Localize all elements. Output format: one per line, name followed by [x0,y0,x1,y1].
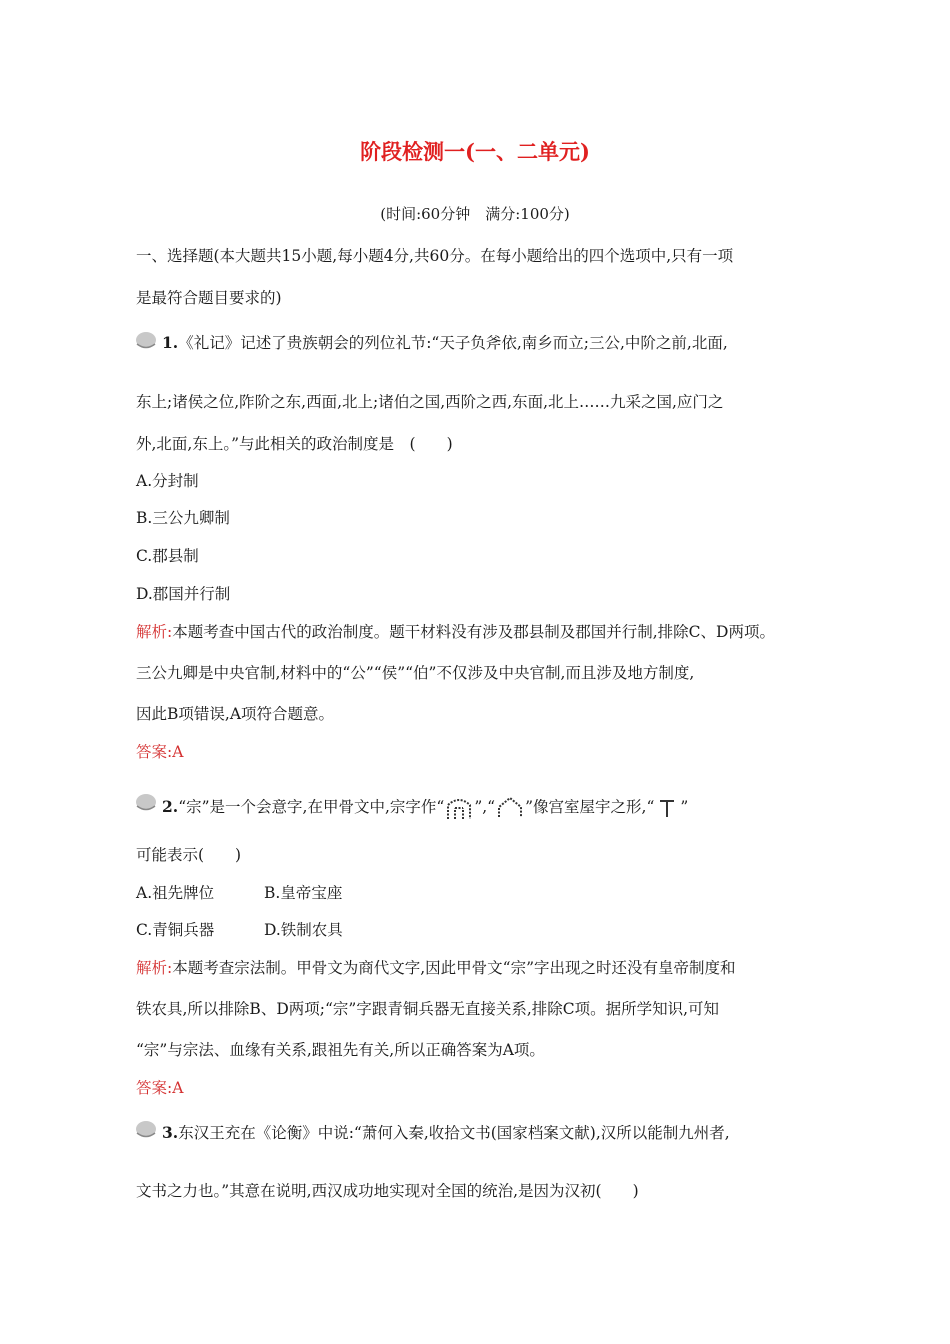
question-1-answer: 答案:A [136,743,184,761]
question-2-analysis-line1 [136,958,736,978]
question-3-text: 东汉王充在《论衡》中说:“萧何入秦,收拾文书(国家档案文献),汉所以能制九州者, [178,1124,730,1142]
question-2-option-d: D.铁制农具 [264,921,343,939]
question-1-line2: 东上;诸侯之位,阼阶之东,西面,北上;诸伯之国,西阶之西,东面,北上……九采之国,应门之 [136,393,724,411]
question-bullet-icon [134,331,158,351]
question-1-analysis-line1 [136,622,775,642]
question-2-analysis-line2: 铁农具,所以排除B、D两项;“宗”字跟青铜兵器无直接关系,排除C项。据所学知识,可知 [136,1000,720,1018]
question-2-text-b: ”,“ [474,798,496,816]
analysis-text: 本题考查宗法制。甲骨文为商代文字,因此甲骨文“宗”字出现之时还没有皇帝制度和 [172,959,736,977]
question-3-line2: 文书之力也。”其意在说明,西汉成功地实现对全国的统治,是因为汉初( ) [136,1182,639,1200]
question-2-option-b: B.皇帝宝座 [264,884,343,902]
question-2-analysis-line3: “宗”与宗法、血缘有关系,跟祖先有关,所以正确答案为A项。 [136,1041,545,1059]
oracle-zong-character-icon [444,795,474,821]
question-2-option-c: C.青铜兵器 [136,921,215,939]
question-1-option-c: C.郡县制 [136,547,199,565]
question-1-number: 1. [162,333,179,352]
question-1-line1 [162,333,728,353]
question-2-line2: 可能表示( ) [136,846,242,864]
question-2-number: 2. [162,797,179,816]
section-instruction-line2: 是最符合题目要求的) [136,289,282,307]
analysis-label: 解析: [136,959,173,977]
question-3-line1 [162,1123,730,1143]
question-2-option-a: A.祖先牌位 [136,884,215,902]
oracle-tablet-icon [654,795,680,821]
question-2-text-c: ”像宫室屋宇之形,“ [525,798,655,816]
analysis-label: 解析: [136,623,173,641]
question-2-line1 [162,795,688,821]
oracle-roof-icon [495,795,525,821]
question-2-text-a: “宗”是一个会意字,在甲骨文中,宗字作“ [178,798,445,816]
question-1-analysis-line3: 因此B项错误,A项符合题意。 [136,705,335,723]
question-bullet-icon [134,1120,158,1140]
exam-info: (时间:60分钟 满分:100分) [380,205,570,223]
question-1-text: 《礼记》记述了贵族朝会的列位礼节:“天子负斧依,南乡而立;三公,中阶之前,北面, [178,334,728,352]
section-instruction-line1: 一、选择题(本大题共15小题,每小题4分,共60分。在每小题给出的四个选项中,只有一项 [136,247,734,265]
question-1-option-a: A.分封制 [136,472,199,490]
analysis-text: 本题考查中国古代的政治制度。题干材料没有涉及郡县制及郡国并行制,排除C、D两项。 [172,623,775,641]
page-title: 阶段检测一(一、二单元) [360,139,590,164]
question-1-analysis-line2: 三公九卿是中央官制,材料中的“公”“侯”“伯”不仅涉及中央官制,而且涉及地方制度, [136,664,695,682]
question-2-text-d: ” [680,798,689,816]
question-1-option-b: B.三公九卿制 [136,509,230,527]
question-3-number: 3. [162,1123,179,1142]
question-bullet-icon [134,793,158,813]
question-1-line3: 外,北面,东上。”与此相关的政治制度是 ( ) [136,435,453,453]
question-2-answer: 答案:A [136,1079,184,1097]
question-1-option-d: D.郡国并行制 [136,585,231,603]
